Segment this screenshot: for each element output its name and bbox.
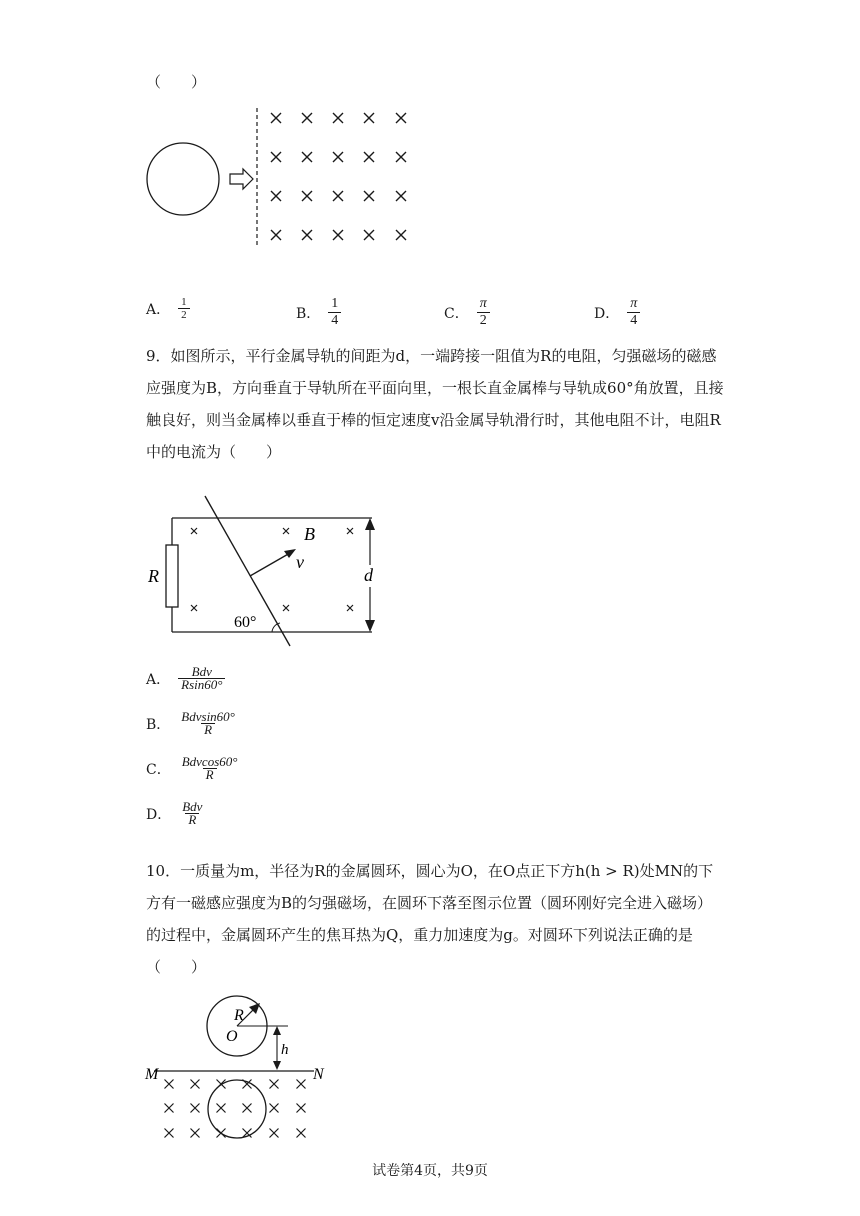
q8-arrow-icon bbox=[230, 169, 253, 189]
q9-option-d[interactable]: D． $\frac{\text{Bdv}}{R}$ bbox=[146, 799, 203, 827]
q10-figure bbox=[140, 990, 350, 1150]
q9-label-d: d bbox=[364, 565, 373, 585]
field-cross-mark bbox=[243, 1104, 252, 1113]
field-cross-mark bbox=[333, 191, 343, 201]
q8-figure bbox=[140, 100, 430, 250]
q9-velocity-arrow-icon bbox=[284, 549, 296, 558]
field-cross-mark bbox=[217, 1129, 226, 1138]
field-cross-mark bbox=[217, 1104, 226, 1113]
field-cross-mark bbox=[364, 191, 374, 201]
field-cross-mark bbox=[297, 1080, 306, 1089]
q9-label-angle: 60° bbox=[234, 614, 257, 631]
field-cross-mark bbox=[333, 152, 343, 162]
q8-option-a[interactable]: A． $\frac{1}{2}$ bbox=[146, 296, 190, 321]
field-cross-mark bbox=[271, 113, 281, 123]
q9-figure bbox=[140, 490, 400, 655]
field-cross-mark bbox=[270, 1129, 279, 1138]
q9-question-text: 9．如图所示，平行金属导轨的间距为d，一端跨接一阻值为R的电阻，匀强磁场的磁感应强度为B，方向垂直于导轨所在平面向里，一根长直金属棒与导轨成60°角放置，且接触良好，则当金属棒以垂直于棒的恒定速度v沿金属导轨滑行时，其他电阻不计，电阻R中的电流为（ ） bbox=[146, 347, 724, 461]
q9-label-b: B bbox=[304, 524, 315, 544]
page-footer: 试卷第4页，共9页 bbox=[372, 1163, 488, 1179]
q9-option-c[interactable]: C． $\frac{\text{Bdvcos60°}}{R}$ bbox=[146, 754, 238, 782]
field-cross-mark bbox=[302, 191, 312, 201]
q10-field-marks bbox=[165, 1080, 306, 1138]
field-cross-mark bbox=[396, 152, 406, 162]
field-cross-mark bbox=[271, 230, 281, 240]
q9-label-r: R bbox=[148, 566, 159, 586]
q10-h-arrow-up-icon bbox=[273, 1026, 281, 1035]
field-cross-mark bbox=[191, 1080, 200, 1089]
q9-field-marks bbox=[191, 528, 353, 611]
q9-dim-arrow-down-icon bbox=[365, 620, 375, 632]
field-cross-mark bbox=[333, 230, 343, 240]
field-cross-mark bbox=[302, 230, 312, 240]
field-cross-mark bbox=[165, 1129, 174, 1138]
q9-option-b[interactable]: B． $\frac{\text{Bdvsin60°}}{R}$ bbox=[146, 709, 235, 737]
field-cross-mark bbox=[302, 152, 312, 162]
field-cross-mark bbox=[333, 113, 343, 123]
field-cross-mark bbox=[396, 191, 406, 201]
field-cross-mark bbox=[302, 113, 312, 123]
field-cross-mark bbox=[271, 152, 281, 162]
field-cross-mark bbox=[243, 1080, 252, 1089]
q10-question-text: 10．一质量为m，半径为R的金属圆环，圆心为O，在O点正下方h(h > R)处MN的下方有一磁感应强度为B的匀强磁场，在圆环下落至图示位置（圆环刚好完全进入磁场）的过程中，金属圆环产生的焦耳热为Q，重力加速度为g。对圆环下列说法正确的是 bbox=[146, 862, 714, 944]
q9-resistor bbox=[166, 545, 178, 607]
field-cross-mark bbox=[271, 191, 281, 201]
q8-option-c[interactable]: C． $\frac{\pi}{2}$ bbox=[444, 296, 490, 329]
q10-h-arrow-down-icon bbox=[273, 1061, 281, 1070]
q9-option-a[interactable]: A． $\frac{\text{Bdv}}{Rsin60^\circ}$ bbox=[146, 666, 225, 691]
field-cross-mark bbox=[297, 1104, 306, 1113]
field-cross-mark bbox=[270, 1080, 279, 1089]
q10-label-n: N bbox=[313, 1066, 324, 1083]
field-cross-mark bbox=[270, 1104, 279, 1113]
field-cross-mark bbox=[191, 1104, 200, 1113]
field-cross-mark bbox=[364, 230, 374, 240]
q8-answer-paren: （ ） bbox=[146, 73, 207, 91]
q8-option-b[interactable]: B． $\frac{1}{4}$ bbox=[296, 296, 341, 329]
q9-dim-arrow-up-icon bbox=[365, 518, 375, 530]
field-cross-mark bbox=[165, 1104, 174, 1113]
field-cross-mark bbox=[364, 152, 374, 162]
q10-label-h: h bbox=[281, 1042, 289, 1058]
q10-label-m: M bbox=[145, 1066, 159, 1083]
field-cross-mark bbox=[191, 1129, 200, 1138]
field-cross-mark bbox=[297, 1129, 306, 1138]
q8-ring bbox=[147, 143, 219, 215]
field-cross-mark bbox=[396, 230, 406, 240]
q10-answer-paren: （ ） bbox=[146, 958, 207, 976]
field-cross-mark bbox=[396, 113, 406, 123]
field-cross-mark bbox=[364, 113, 374, 123]
q9-label-v: v bbox=[296, 552, 304, 572]
field-cross-mark bbox=[165, 1080, 174, 1089]
q8-field-marks bbox=[271, 113, 406, 240]
q8-option-d[interactable]: D． $\frac{\pi}{4}$ bbox=[594, 296, 640, 329]
q10-label-r: R bbox=[234, 1007, 244, 1024]
field-cross-mark bbox=[217, 1080, 226, 1089]
q10-label-o: O bbox=[226, 1028, 238, 1045]
